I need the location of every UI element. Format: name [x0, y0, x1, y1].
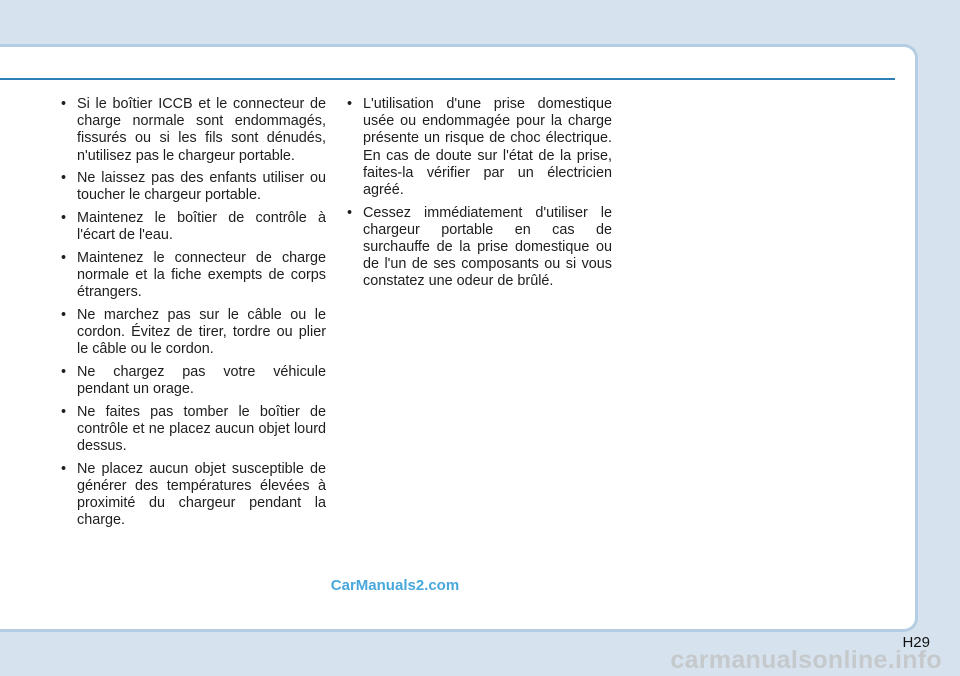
list-item-text: Cessez immédiatement d'utiliser le chargeur portable en cas de surchauffe de la prise domestique ou de l'un de ses composants ou si vous constatez une odeur de brûlé.	[363, 204, 612, 290]
list-item	[61, 250, 326, 302]
bullet-icon: •	[347, 204, 353, 221]
header-rule	[0, 78, 895, 80]
bullet-icon: •	[61, 363, 67, 380]
bullet-icon: •	[61, 460, 67, 477]
list-item-text: Ne laissez pas des enfants utiliser ou toucher le chargeur portable.	[77, 170, 326, 204]
list-item-text: Si le boîtier ICCB et le connecteur de charge normale sont endommagés, fissurés ou si les fils sont dénudés, n'utilisez pas le chargeur portable.	[77, 96, 326, 164]
list-item	[347, 205, 612, 291]
right-column-list	[347, 96, 612, 296]
bullet-icon: •	[61, 403, 67, 420]
list-item-text: Ne chargez pas votre véhicule pendant un orage.	[77, 363, 326, 397]
left-column-list	[61, 96, 326, 535]
list-item	[61, 404, 326, 456]
page-panel	[0, 44, 918, 632]
list-item-text: Ne placez aucun objet susceptible de générer des températures élevées à proximité du chargeur pendant la charge.	[77, 460, 326, 529]
bullet-icon: •	[61, 249, 67, 266]
watermark-footer: carmanualsonline.info	[670, 646, 942, 674]
page-number: H29	[902, 634, 930, 651]
bullet-icon: •	[61, 96, 67, 112]
list-item-text: Ne marchez pas sur le câble ou le cordon. Évitez de tirer, tordre ou plier le câble ou le cordon.	[77, 306, 326, 358]
bullet-icon: •	[61, 210, 67, 226]
list-item-text: Maintenez le connecteur de charge normale et la fiche exempts de corps étrangers.	[77, 249, 326, 301]
list-item	[61, 170, 326, 204]
bullet-icon: •	[61, 170, 67, 187]
list-item	[61, 364, 326, 398]
list-item-text: Ne faites pas tomber le boîtier de contrôle et ne placez aucun objet lourd dessus.	[77, 403, 326, 454]
watermark-link[interactable]: CarManuals2.com	[330, 577, 460, 594]
bullet-icon: •	[61, 306, 67, 323]
list-item-text: L'utilisation d'une prise domestique usée ou endommagée pour la charge présente un risque de choc électrique. En cas de doute sur l'état de la prise, faites-la vérifier par un électricien agréé.	[363, 96, 612, 199]
bullet-icon: •	[347, 96, 353, 112]
list-item	[61, 96, 326, 165]
list-item	[61, 307, 326, 359]
list-item	[347, 96, 612, 199]
list-item	[61, 210, 326, 244]
list-item-text: Maintenez le boîtier de contrôle à l'écart de l'eau.	[77, 210, 326, 244]
list-item	[61, 461, 326, 530]
